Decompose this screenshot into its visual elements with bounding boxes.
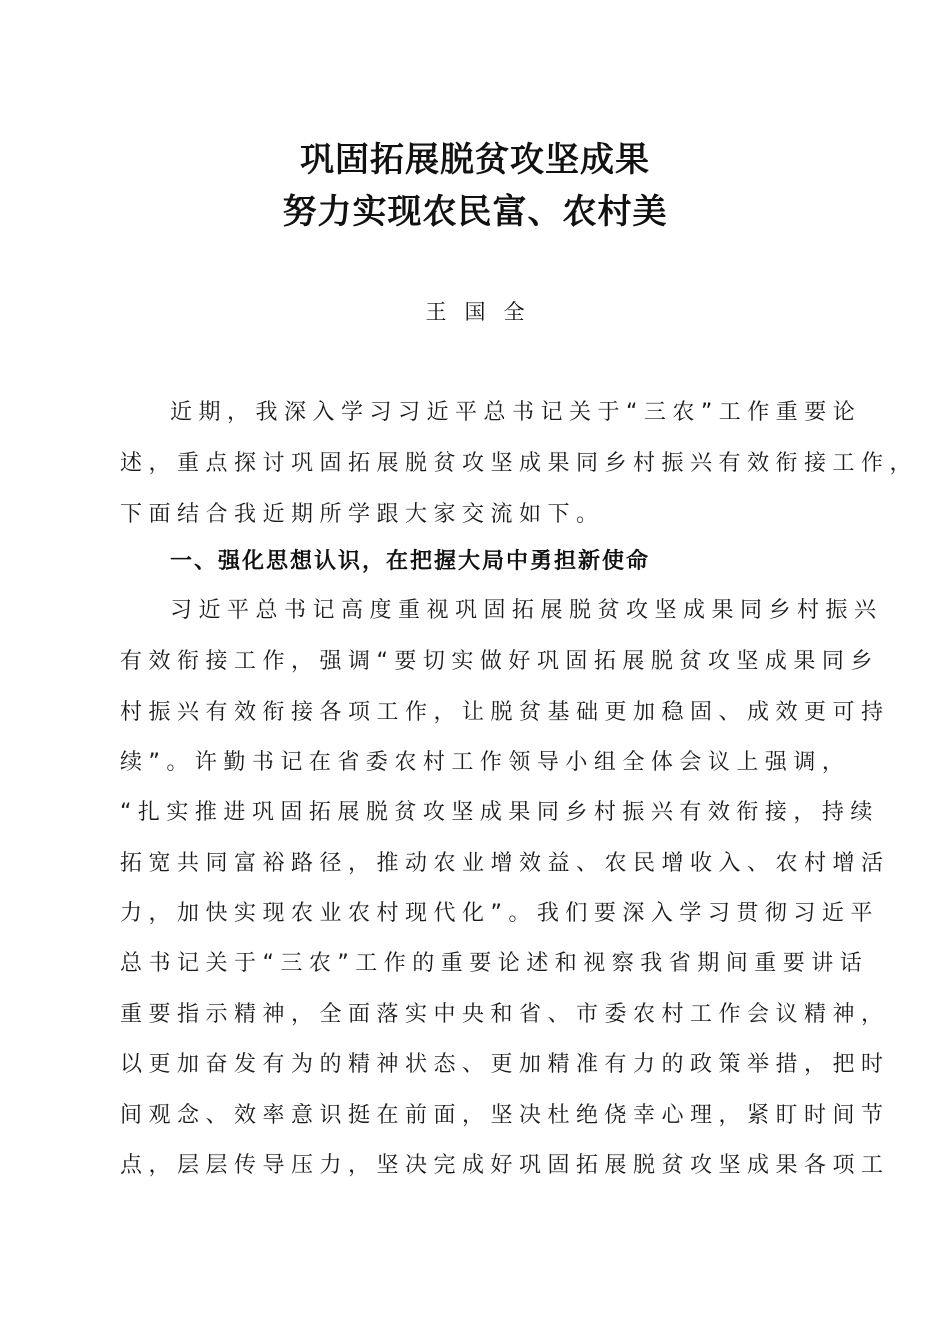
paragraph-line: 以更加奋发有为的精神状态、更加精准有力的政策举措，把时 [120,1052,890,1077]
document-title-line-1: 巩固拓展脱贫攻坚成果 [300,140,650,180]
paragraph-line: 点，层层传导压力，坚决完成好巩固拓展脱贫攻坚成果各项工 [120,1153,890,1178]
paragraph-line: 村振兴有效衔接各项工作，让脱贫基础更加稳固、成效更可持 [120,700,890,725]
paragraph-line: 间观念、效率意识挺在前面，坚决杜绝侥幸心理，紧盯时间节 [120,1103,890,1128]
document-title-line-2: 努力实现农民富、农村美 [282,192,668,232]
paragraph-line: 总书记关于“三农”工作的重要论述和视察我省期间重要讲话 [120,951,869,976]
paragraph-line: 习近平总书记高度重视巩固拓展脱贫攻坚成果同乡村振兴 [170,598,883,623]
paragraph-line: 下面结合我近期所学跟大家交流如下。 [120,502,605,527]
paragraph-line: 力，加快实现农业农村现代化”。我们要深入学习贯彻习近平 [120,901,879,926]
paragraph-line: 述，重点探讨巩固拓展脱贫攻坚成果同乡村振兴有效衔接工作， [120,451,919,476]
paragraph-line: 有效衔接工作，强调“要切实做好巩固拓展脱贫攻坚成果同乡 [120,649,879,674]
paragraph-line: 续”。许勤书记在省委农村工作领导小组全体会议上强调， [120,750,851,775]
section-heading: 一、强化思想认识，在把握大局中勇担新使命 [170,549,651,574]
paragraph-line: “扎实推进巩固拓展脱贫攻坚成果同乡村振兴有效衔接，持续 [120,800,879,825]
paragraph-line: 近期，我深入学习习近平总书记关于“三农”工作重要论 [170,400,862,425]
author-name: 王国全 [425,300,543,324]
paragraph-line: 拓宽共同富裕路径，推动农业增效益、农民增收入、农村增活 [120,851,890,876]
paragraph-line: 重要指示精神，全面落实中央和省、市委农村工作会议精神， [120,1002,890,1027]
